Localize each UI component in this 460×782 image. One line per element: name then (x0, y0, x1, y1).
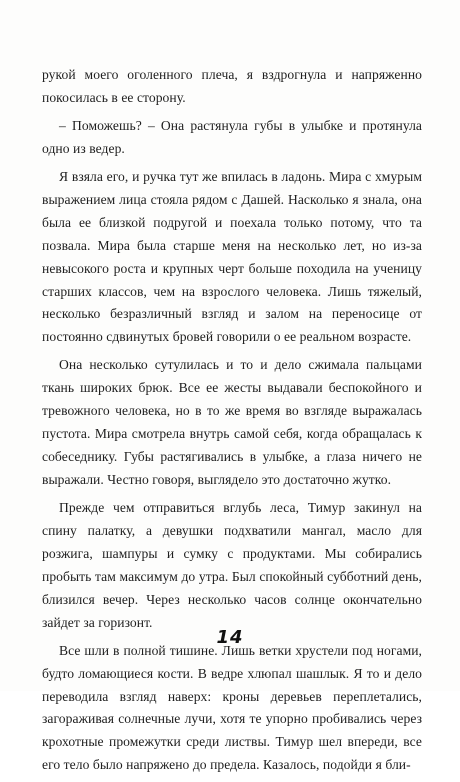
paragraph: рукой моего оголенного плеча, я вздрогнула и напряженно покосилась в ее сторону. (42, 67, 422, 105)
body-text (42, 64, 422, 782)
paragraph: Прежде чем отправиться вглубь леса, Тимур закинул на спину палатку, а девушки подхватили мангал, масло для розжига, шампуры и сумку с продуктами. Мы собирались пробыть там максимум до утра. Был спокойный субботний день, близился вечер. Через несколько часов солнце окончательно зайдет за горизонт. (42, 500, 422, 630)
paragraph: – Поможешь? – Она растянула губы в улыбке и протянула одно из ведер. (42, 118, 422, 156)
paragraph: Все шли в полной тишине. Лишь ветки хрустели под ногами, будто ломающиеся кости. В ведре хлюпал шашлык. Я то и дело переводила взгляд наверх: кроны деревьев переплетались, загораживая солнечные лучи, хотя те упорно пробивались через крохотные промежутки среди листвы. Тимур шел впереди, все его тело было напряжено до предела. Казалось, подойди я бли- (42, 642, 422, 773)
paragraph: Она несколько сутулилась и то и дело сжимала пальцами ткань широких брюк. Все ее жесты выдавали беспокойного и тревожного человека, но в то же время во взгляде выражалась пустота. Мира смотрела внутрь самой себя, когда обращалась к собеседнику. Губы растягивались в улыбке, а глаза ничего не выражали. Честно говоря, выглядело это достаточно жутко. (42, 357, 422, 487)
page-number: 14 (216, 627, 244, 648)
paragraph: Я взяла его, и ручка тут же впилась в ладонь. Мира с хмурым выражением лица стояла рядом с Дашей. Насколько я знала, она была ее близкой подругой и поехала только потому, что та позвала. Мира была старше меня на несколько лет, но из-за невысокого роста и крупных черт больше походила на ученицу старших классов, чем на взрослого человека. Лишь тяжелый, несколько безразличный взгляд и залом на переносице от постоянно сдвинутых бровей говорили о ее реальном возрасте. (42, 169, 422, 345)
